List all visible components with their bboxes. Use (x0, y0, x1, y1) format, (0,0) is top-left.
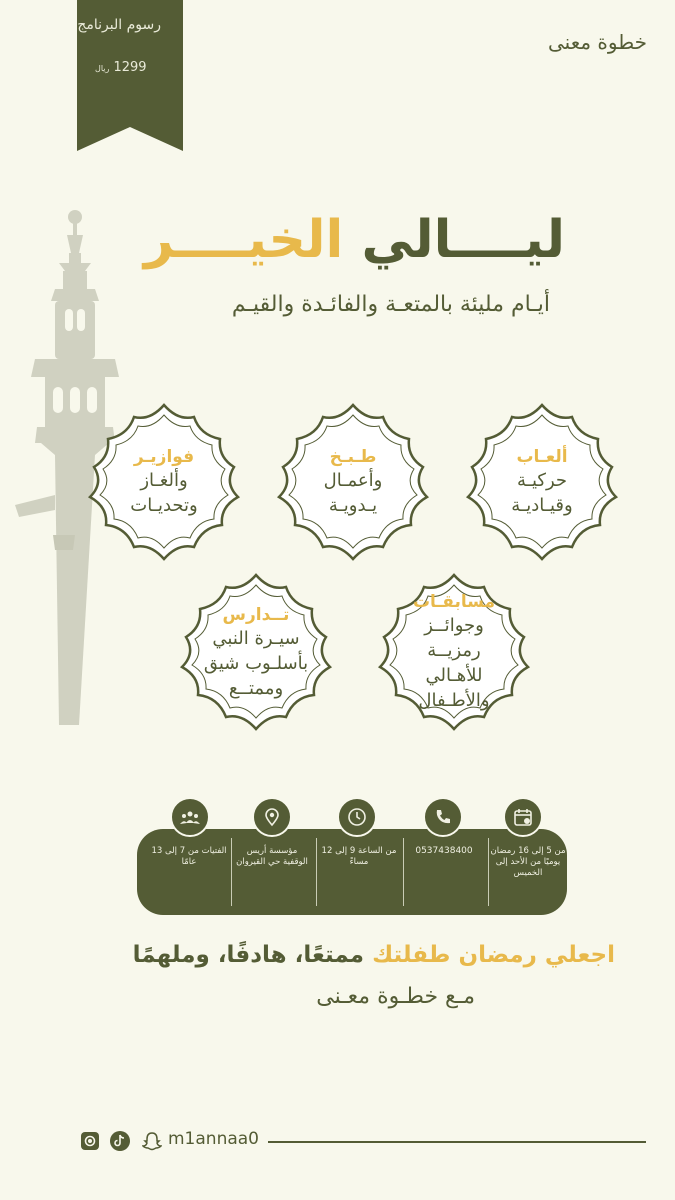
social-handle[interactable]: m1annaa0 (168, 1129, 259, 1149)
badge-line: والأطـفال (418, 690, 490, 711)
fee-ribbon (77, 0, 183, 124)
badge-line: وممتــع (228, 677, 284, 699)
badge-heading: ألعـاب (516, 447, 568, 467)
brand-name: خطوة معنى (547, 30, 647, 54)
badge-line: رمزيــة (427, 640, 481, 661)
tiktok-icon[interactable] (109, 1130, 131, 1152)
cta-part-2: ممتعًا، هادفًا، وملهمًا (132, 942, 365, 968)
footer-line (268, 1141, 646, 1143)
badge-line: للأهـالي (425, 665, 483, 686)
calendar-icon (503, 797, 543, 837)
title-part-2: الخيــــر (143, 210, 344, 270)
snapchat-icon[interactable] (141, 1130, 163, 1152)
info-divider (403, 838, 404, 906)
activity-badge-seerah (166, 562, 346, 742)
cta-part-1: اجعلي رمضان طفلتك (372, 942, 615, 968)
badge-line: سيـرة النبي (212, 627, 300, 649)
activity-badge-competitions (364, 562, 544, 742)
call-to-action (133, 942, 615, 968)
clock-icon (337, 797, 377, 837)
activity-badge-cooking (263, 392, 443, 572)
badge-heading: مسابقـات (412, 592, 496, 612)
info-audience: الفتيات من 7 إلى 13 عامًا (151, 846, 227, 867)
fee-label: رسوم البرنامج (77, 17, 161, 33)
location-pin-icon (252, 797, 292, 837)
phone-icon (423, 797, 463, 837)
badge-line: وألغـاز (140, 470, 188, 491)
badge-line: حركيـة (517, 470, 567, 491)
info-phone[interactable]: 0537438400 (415, 846, 473, 856)
badge-line: وأعمـال (323, 470, 383, 491)
fee-currency: ريال (95, 64, 110, 73)
badge-heading: فوازيـر (133, 447, 195, 467)
info-divider (316, 838, 317, 906)
badge-heading: تــدارس (222, 604, 290, 625)
fee-amount (95, 60, 147, 75)
group-icon (170, 797, 210, 837)
activity-badge-games (452, 392, 632, 572)
badge-heading: طـبـخ (329, 447, 377, 467)
badge-line: وجوائــز (424, 615, 484, 636)
page-title (144, 210, 565, 270)
subtitle: أيـام مليئة بالمتعـة والفائـدة والقيـم (231, 292, 550, 317)
info-dates: من 5 إلى 16 رمضان يوميًا من الأحد إلى الخميس (490, 846, 566, 878)
title-part-1: ليــــالي (361, 210, 565, 270)
cta-subline: مـع خطـوة معـنى (316, 984, 475, 1009)
badge-line: وتحديـات (130, 495, 198, 516)
info-divider (231, 838, 232, 906)
fee-value: 1299 (113, 60, 147, 75)
activity-badge-riddles (74, 392, 254, 572)
badge-line: يـدويـة (328, 495, 378, 516)
badge-line: وقيـاديـة (511, 495, 573, 516)
info-time: من الساعة 9 إلى 12 مساءً (321, 846, 397, 867)
info-location: مؤسسة أريس الوقفية حي القيروان (236, 846, 308, 867)
instagram-icon[interactable] (79, 1130, 101, 1152)
badge-line: بأسلـوب شيق (203, 652, 309, 674)
